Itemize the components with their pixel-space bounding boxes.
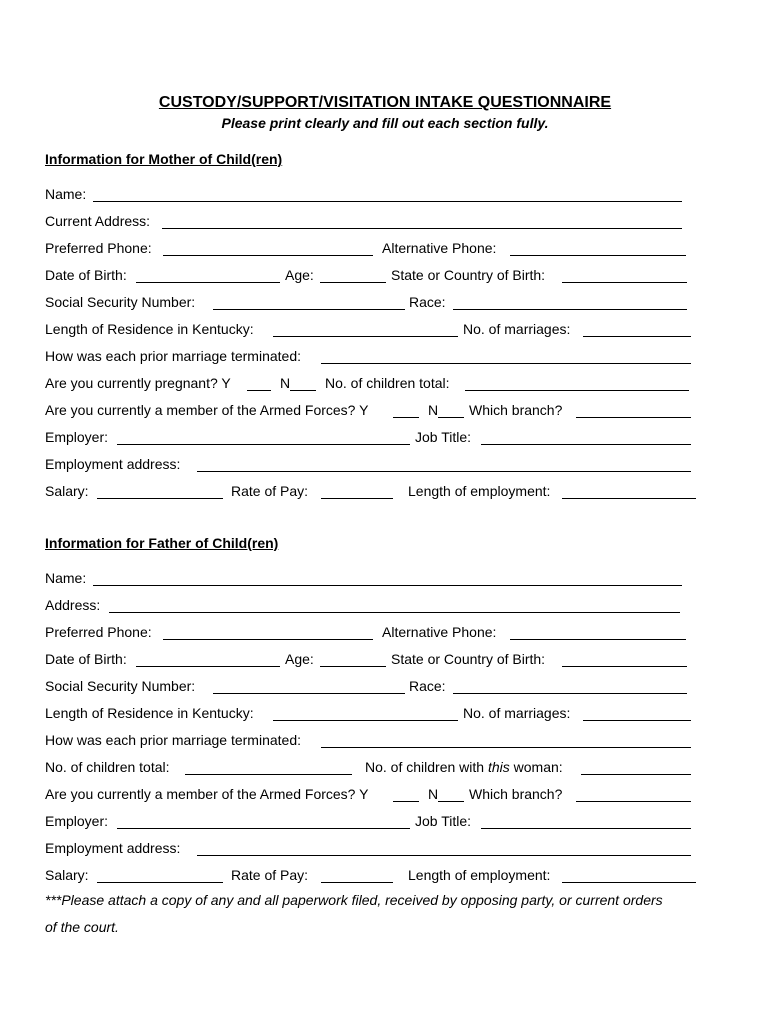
- mother-job-title-label: Job Title:: [415, 429, 472, 445]
- mother-branch-label: Which branch?: [469, 402, 563, 418]
- mother-name-row: [45, 186, 705, 206]
- form-subtitle: Please print clearly and fill out each section fully.: [221, 115, 549, 131]
- father-employer-row: [45, 813, 705, 833]
- mother-branch-field[interactable]: [576, 417, 691, 418]
- father-job-title-label: Job Title:: [415, 813, 472, 829]
- mother-job-title-field[interactable]: [481, 444, 691, 445]
- father-length-employment-label: Length of employment:: [408, 867, 551, 883]
- mother-salary-row: [45, 483, 705, 503]
- father-armed-label: Are you currently a member of the Armed Forces? Y: [45, 786, 369, 802]
- mother-ssn-row: [45, 294, 705, 314]
- father-armed-no-label: N: [428, 786, 439, 802]
- mother-birth-state-label: State or Country of Birth:: [391, 267, 546, 283]
- mother-employer-row: [45, 429, 705, 449]
- father-preferred-phone-field[interactable]: [163, 639, 373, 640]
- mother-age-label: Age:: [285, 267, 314, 283]
- father-job-title-field[interactable]: [481, 828, 691, 829]
- father-race-label: Race:: [409, 678, 446, 694]
- mother-salary-field[interactable]: [97, 498, 223, 499]
- mother-armed-no-field[interactable]: [438, 417, 464, 418]
- mother-armed-no-label: N: [428, 402, 439, 418]
- father-age-field[interactable]: [320, 666, 386, 667]
- attachment-note-line1: ***Please attach a copy of any and all paperwork filed, received by opposing party, or current orders: [45, 892, 663, 908]
- father-employer-field[interactable]: [117, 828, 410, 829]
- father-children-total-field[interactable]: [185, 774, 352, 775]
- father-prior-marriage-label: How was each prior marriage terminated:: [45, 732, 301, 748]
- mother-alt-phone-field[interactable]: [510, 255, 686, 256]
- mother-employment-address-row: [45, 456, 705, 476]
- mother-rate-field[interactable]: [321, 498, 393, 499]
- mother-rate-label: Rate of Pay:: [231, 483, 309, 499]
- mother-preferred-phone-label: Preferred Phone:: [45, 240, 152, 256]
- father-age-label: Age:: [285, 651, 314, 667]
- mother-pregnant-label: Are you currently pregnant? Y: [45, 375, 231, 391]
- mother-armed-yes-field[interactable]: [393, 417, 419, 418]
- mother-length-employment-field[interactable]: [562, 498, 696, 499]
- mother-length-employment-label: Length of employment:: [408, 483, 551, 499]
- mother-dob-label: Date of Birth:: [45, 267, 127, 283]
- father-length-employment-field[interactable]: [562, 882, 696, 883]
- mother-employment-address-label: Employment address:: [45, 456, 181, 472]
- father-children-with-text: No. of children with: [365, 759, 488, 775]
- mother-preferred-phone-field[interactable]: [163, 255, 373, 256]
- mother-address-label: Current Address:: [45, 213, 151, 229]
- form-title: CUSTODY/SUPPORT/VISITATION INTAKE QUESTIONNAIRE: [158, 94, 612, 111]
- father-race-field[interactable]: [453, 693, 687, 694]
- mother-address-row: [45, 213, 705, 233]
- father-salary-row: [45, 867, 705, 887]
- father-employment-address-label: Employment address:: [45, 840, 181, 856]
- mother-age-field[interactable]: [320, 282, 386, 283]
- father-employer-label: Employer:: [45, 813, 109, 829]
- mother-employer-label: Employer:: [45, 429, 109, 445]
- father-alt-phone-field[interactable]: [510, 639, 686, 640]
- father-birth-state-label: State or Country of Birth:: [391, 651, 546, 667]
- mother-dob-field[interactable]: [136, 282, 280, 283]
- father-armed-row: [45, 786, 705, 806]
- mother-dob-row: [45, 267, 705, 287]
- mother-section-heading: Information for Mother of Child(ren): [45, 151, 283, 167]
- father-residence-row: [45, 705, 705, 725]
- father-children-with-label: [365, 759, 563, 775]
- father-alt-phone-label: Alternative Phone:: [382, 624, 497, 640]
- mother-birth-state-field[interactable]: [562, 282, 687, 283]
- mother-ssn-label: Social Security Number:: [45, 294, 196, 310]
- father-name-field[interactable]: [93, 585, 682, 586]
- mother-name-label: Name:: [45, 186, 87, 202]
- mother-race-label: Race:: [409, 294, 446, 310]
- mother-pregnant-no-label: N: [280, 375, 291, 391]
- father-armed-yes-field[interactable]: [393, 801, 419, 802]
- mother-marriages-field[interactable]: [583, 336, 691, 337]
- father-ssn-field[interactable]: [213, 693, 405, 694]
- father-marriages-label: No. of marriages:: [463, 705, 571, 721]
- father-dob-row: [45, 651, 705, 671]
- mother-address-field[interactable]: [162, 228, 682, 229]
- father-marriages-field[interactable]: [583, 720, 691, 721]
- father-address-row: [45, 597, 705, 617]
- mother-pregnant-row: [45, 375, 705, 395]
- mother-race-field[interactable]: [453, 309, 687, 310]
- father-ssn-label: Social Security Number:: [45, 678, 196, 694]
- father-address-label: Address:: [45, 597, 101, 613]
- father-employment-address-field[interactable]: [197, 855, 691, 856]
- father-preferred-phone-label: Preferred Phone:: [45, 624, 152, 640]
- father-birth-state-field[interactable]: [562, 666, 687, 667]
- mother-residence-label: Length of Residence in Kentucky:: [45, 321, 254, 337]
- father-armed-no-field[interactable]: [438, 801, 464, 802]
- mother-prior-marriage-label: How was each prior marriage terminated:: [45, 348, 301, 364]
- father-children-row: [45, 759, 705, 779]
- mother-ssn-field[interactable]: [213, 309, 405, 310]
- mother-alt-phone-label: Alternative Phone:: [382, 240, 497, 256]
- father-section-heading: Information for Father of Child(ren): [45, 535, 279, 551]
- father-name-label: Name:: [45, 570, 87, 586]
- father-phone-row: [45, 624, 705, 644]
- mother-phone-row: [45, 240, 705, 260]
- mother-marriages-label: No. of marriages:: [463, 321, 571, 337]
- father-salary-field[interactable]: [97, 882, 223, 883]
- father-name-row: [45, 570, 705, 590]
- father-children-with-field[interactable]: [581, 774, 691, 775]
- mother-prior-marriage-row: [45, 348, 705, 368]
- mother-prior-marriage-field[interactable]: [321, 363, 691, 364]
- mother-children-total-field[interactable]: [465, 390, 689, 391]
- mother-armed-row: [45, 402, 705, 422]
- father-employment-address-row: [45, 840, 705, 860]
- mother-pregnant-yes-field[interactable]: [247, 390, 271, 391]
- mother-name-field[interactable]: [93, 201, 682, 202]
- mother-employer-field[interactable]: [117, 444, 410, 445]
- father-ssn-row: [45, 678, 705, 698]
- father-children-total-label: No. of children total:: [45, 759, 170, 775]
- father-branch-field[interactable]: [576, 801, 691, 802]
- father-residence-field[interactable]: [273, 720, 458, 721]
- mother-salary-label: Salary:: [45, 483, 89, 499]
- attachment-note-line2: of the court.: [45, 919, 119, 935]
- mother-residence-row: [45, 321, 705, 341]
- father-children-with-suffix: woman:: [509, 759, 563, 775]
- father-branch-label: Which branch?: [469, 786, 563, 802]
- father-dob-field[interactable]: [136, 666, 280, 667]
- father-prior-marriage-field[interactable]: [321, 747, 691, 748]
- father-children-with-emphasis: this: [487, 759, 510, 775]
- mother-armed-label: Are you currently a member of the Armed Forces? Y: [45, 402, 369, 418]
- father-dob-label: Date of Birth:: [45, 651, 127, 667]
- mother-employment-address-field[interactable]: [197, 471, 691, 472]
- mother-residence-field[interactable]: [273, 336, 458, 337]
- father-residence-label: Length of Residence in Kentucky:: [45, 705, 254, 721]
- father-rate-field[interactable]: [321, 882, 393, 883]
- father-prior-marriage-row: [45, 732, 705, 752]
- mother-children-total-label: No. of children total:: [325, 375, 450, 391]
- mother-pregnant-no-field[interactable]: [290, 390, 316, 391]
- father-address-field[interactable]: [109, 612, 680, 613]
- father-salary-label: Salary:: [45, 867, 89, 883]
- father-rate-label: Rate of Pay:: [231, 867, 309, 883]
